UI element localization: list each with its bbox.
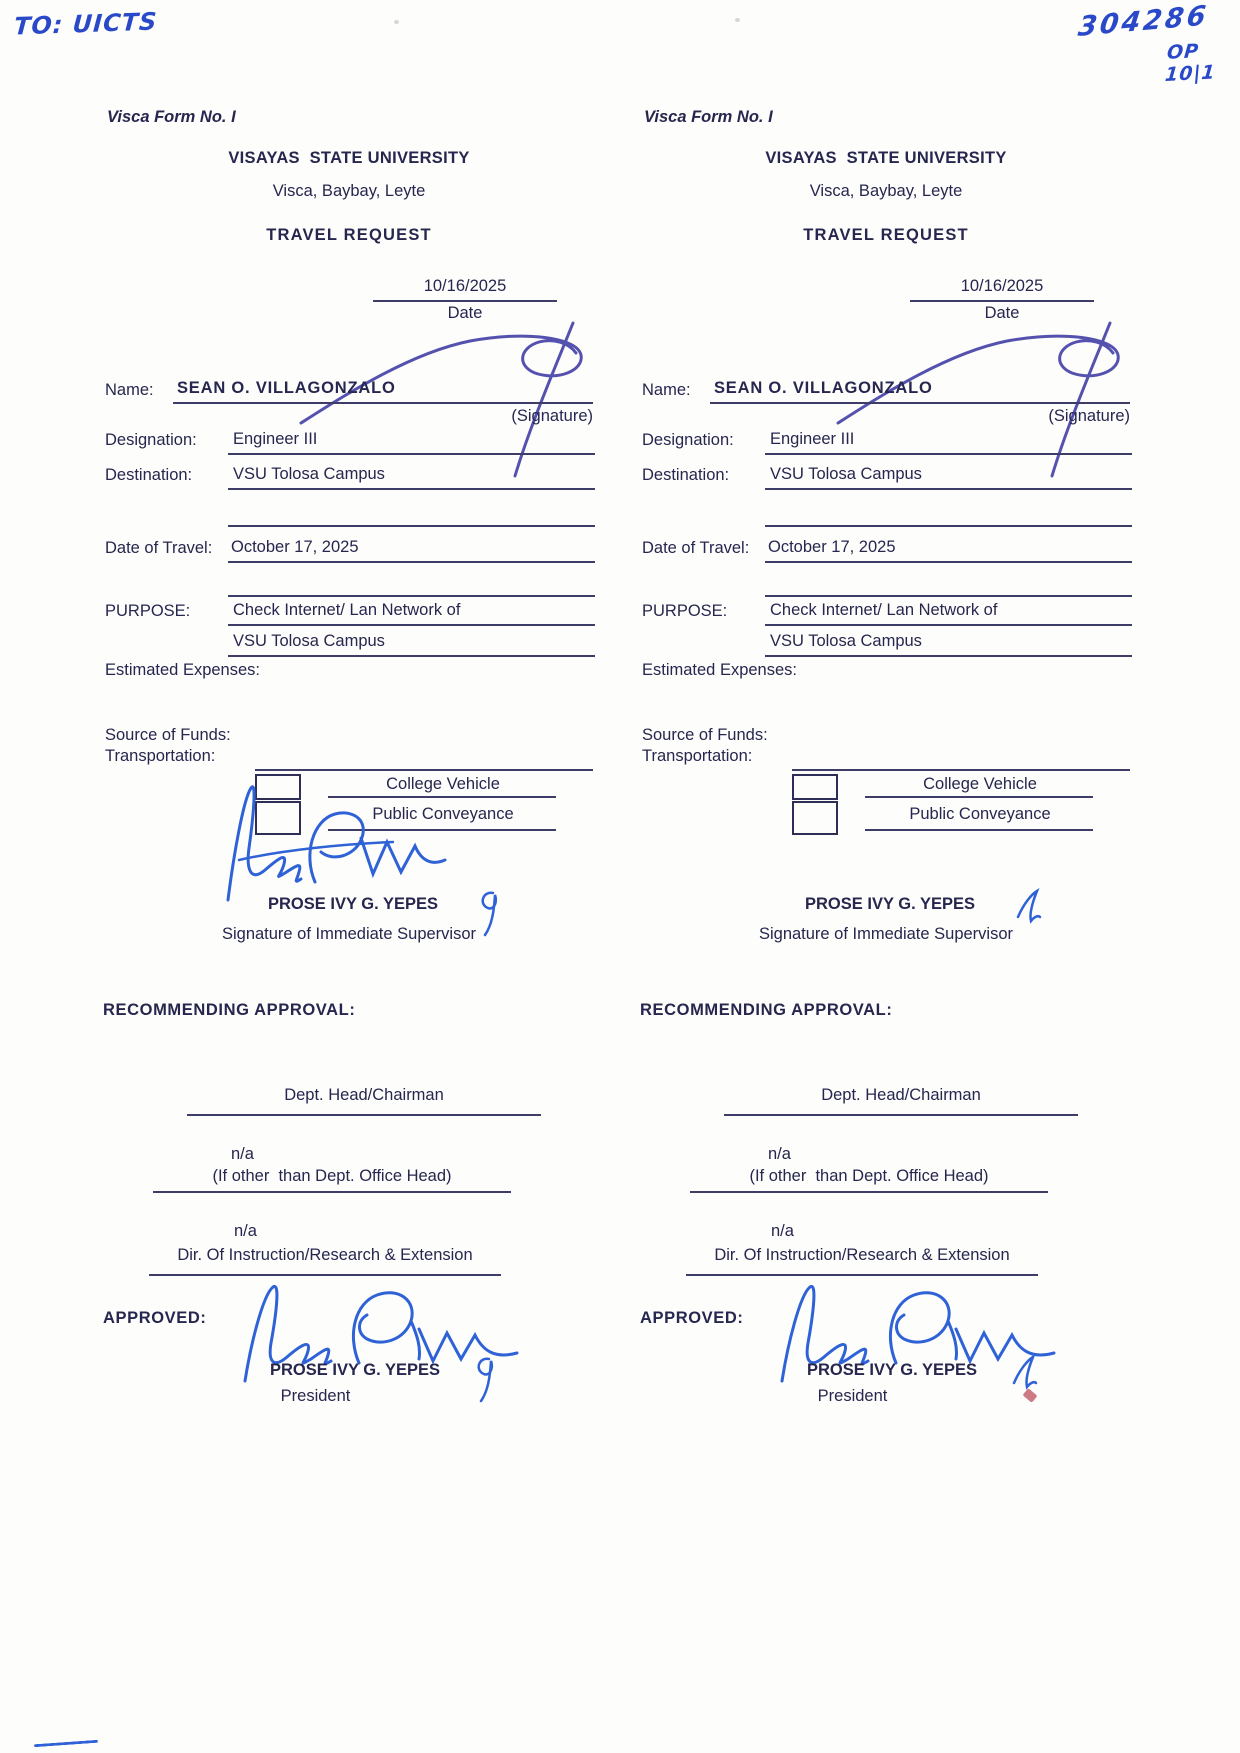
public-conveyance-label: Public Conveyance bbox=[372, 805, 514, 823]
form-line bbox=[765, 453, 1132, 455]
director-label: Dir. Of Instruction/Research & Extension bbox=[177, 1246, 473, 1264]
supervisor-name: PROSE IVY G. YEPES bbox=[268, 895, 438, 913]
destination-label: Destination: bbox=[105, 466, 193, 484]
pen-flourish bbox=[473, 1353, 499, 1405]
form-line bbox=[228, 453, 595, 455]
supervisor-signature bbox=[203, 760, 453, 910]
name-label: Name: bbox=[105, 381, 154, 399]
destination-value: VSU Tolosa Campus bbox=[233, 465, 385, 483]
form-line bbox=[228, 488, 595, 490]
na-entry: n/a bbox=[231, 1145, 254, 1163]
university-name: VISAYAS STATE UNIVERSITY bbox=[228, 149, 470, 167]
signature-caption: (Signature) bbox=[511, 407, 593, 425]
form-line bbox=[153, 1191, 511, 1193]
date-of-travel-value: October 17, 2025 bbox=[231, 538, 359, 556]
supervisor-name: PROSE IVY G. YEPES bbox=[805, 895, 975, 913]
form-line bbox=[690, 1191, 1048, 1193]
supervisor-caption: Signature of Immediate Supervisor bbox=[758, 925, 1014, 943]
dept-head-label: Dept. Head/Chairman bbox=[821, 1086, 981, 1104]
form-line bbox=[765, 595, 1132, 597]
form-line bbox=[710, 402, 1130, 404]
president-title: President bbox=[280, 1387, 351, 1405]
stray-pen-mark bbox=[34, 1740, 98, 1747]
estimated-expenses-label: Estimated Expenses: bbox=[105, 661, 260, 679]
form-line bbox=[228, 624, 595, 626]
scan-speck bbox=[394, 20, 399, 24]
president-title: President bbox=[817, 1387, 888, 1405]
form-line bbox=[187, 1114, 541, 1116]
source-of-funds-label: Source of Funds: bbox=[642, 726, 768, 744]
if-other-label: (If other than Dept. Office Head) bbox=[212, 1167, 452, 1185]
designation-value: Engineer III bbox=[233, 430, 318, 448]
handwritten-document-number: 304286 bbox=[1076, 0, 1211, 43]
university-name: VISAYAS STATE UNIVERSITY bbox=[765, 149, 1007, 167]
approved-label: APPROVED: bbox=[103, 1309, 207, 1327]
form-line bbox=[765, 655, 1132, 657]
na-entry: n/a bbox=[768, 1145, 791, 1163]
form-line bbox=[228, 561, 595, 563]
checkbox-college-vehicle[interactable] bbox=[792, 774, 838, 800]
form-line bbox=[228, 595, 595, 597]
purpose-line1: Check Internet/ Lan Network of bbox=[233, 601, 461, 619]
purpose-line2: VSU Tolosa Campus bbox=[770, 632, 922, 650]
approved-label: APPROVED: bbox=[640, 1309, 744, 1327]
date-of-travel-label: Date of Travel: bbox=[642, 539, 750, 557]
form-line bbox=[724, 1114, 1078, 1116]
president-name: PROSE IVY G. YEPES bbox=[807, 1361, 977, 1379]
form-line bbox=[228, 525, 595, 527]
public-conveyance-label: Public Conveyance bbox=[909, 805, 1051, 823]
form-line bbox=[765, 525, 1132, 527]
handwritten-routing-note: TO: UICTS bbox=[13, 7, 159, 41]
transportation-label: Transportation: bbox=[642, 747, 753, 765]
purpose-line1: Check Internet/ Lan Network of bbox=[770, 601, 998, 619]
form-title: TRAVEL REQUEST bbox=[266, 226, 432, 244]
if-other-label: (If other than Dept. Office Head) bbox=[749, 1167, 989, 1185]
name-label: Name: bbox=[642, 381, 691, 399]
form-line bbox=[765, 488, 1132, 490]
college-vehicle-label: College Vehicle bbox=[923, 775, 1037, 793]
form-line bbox=[865, 829, 1093, 831]
name-value: SEAN O. VILLAGONZALO bbox=[177, 379, 396, 397]
date-of-travel-value: October 17, 2025 bbox=[768, 538, 896, 556]
form-line bbox=[228, 655, 595, 657]
designation-value: Engineer III bbox=[770, 430, 855, 448]
director-label: Dir. Of Instruction/Research & Extension bbox=[714, 1246, 1010, 1264]
purpose-label: PURPOSE: bbox=[105, 602, 191, 620]
travel-request-form-copy-1 bbox=[103, 105, 595, 1505]
form-title: TRAVEL REQUEST bbox=[803, 226, 969, 244]
designation-label: Designation: bbox=[642, 431, 734, 449]
na-entry: n/a bbox=[234, 1222, 257, 1240]
date-value: 10/16/2025 bbox=[960, 277, 1044, 295]
source-of-funds-label: Source of Funds: bbox=[105, 726, 231, 744]
scan-speck bbox=[735, 18, 740, 22]
president-name: PROSE IVY G. YEPES bbox=[270, 1361, 440, 1379]
signature-caption: (Signature) bbox=[1048, 407, 1130, 425]
name-value: SEAN O. VILLAGONZALO bbox=[714, 379, 933, 397]
handwritten-date-note: OP 10|1 bbox=[1164, 40, 1217, 87]
travel-request-form-copy-2 bbox=[640, 105, 1132, 1505]
form-number: Visca Form No. I bbox=[644, 108, 773, 126]
date-value: 10/16/2025 bbox=[423, 277, 507, 295]
form-line bbox=[792, 769, 1130, 771]
destination-value: VSU Tolosa Campus bbox=[770, 465, 922, 483]
university-address: Visca, Baybay, Leyte bbox=[809, 182, 963, 200]
recommending-approval-label: RECOMMENDING APPROVAL: bbox=[103, 1001, 356, 1019]
date-label: Date bbox=[447, 304, 483, 322]
date-label: Date bbox=[984, 304, 1020, 322]
estimated-expenses-label: Estimated Expenses: bbox=[642, 661, 797, 679]
destination-label: Destination: bbox=[642, 466, 730, 484]
purpose-label: PURPOSE: bbox=[642, 602, 728, 620]
form-line bbox=[765, 561, 1132, 563]
dept-head-label: Dept. Head/Chairman bbox=[284, 1086, 444, 1104]
purpose-line2: VSU Tolosa Campus bbox=[233, 632, 385, 650]
date-of-travel-label: Date of Travel: bbox=[105, 539, 213, 557]
transportation-label: Transportation: bbox=[105, 747, 216, 765]
form-line bbox=[865, 796, 1093, 798]
college-vehicle-label: College Vehicle bbox=[386, 775, 500, 793]
university-address: Visca, Baybay, Leyte bbox=[272, 182, 426, 200]
form-line bbox=[173, 402, 593, 404]
na-entry: n/a bbox=[771, 1222, 794, 1240]
recommending-approval-label: RECOMMENDING APPROVAL: bbox=[640, 1001, 893, 1019]
supervisor-caption: Signature of Immediate Supervisor bbox=[221, 925, 477, 943]
checkbox-public-conveyance[interactable] bbox=[792, 801, 838, 835]
form-number: Visca Form No. I bbox=[107, 108, 236, 126]
form-line bbox=[765, 624, 1132, 626]
designation-label: Designation: bbox=[105, 431, 197, 449]
